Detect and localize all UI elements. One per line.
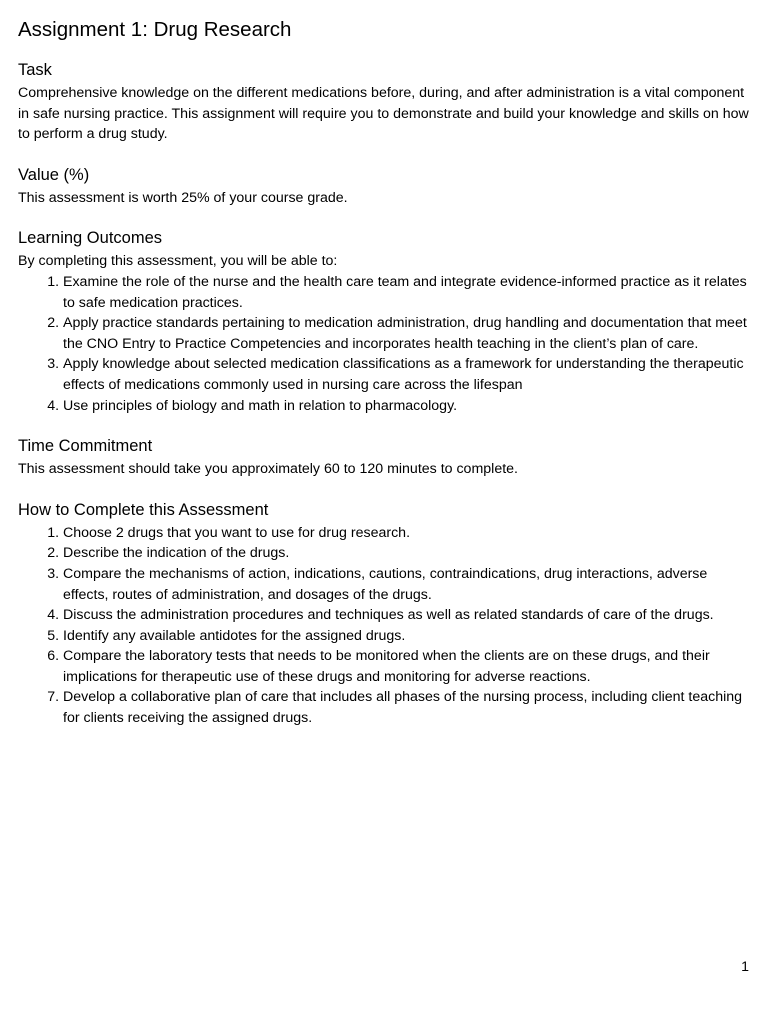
page-number: 1: [741, 959, 749, 975]
learning-outcomes-intro: By completing this assessment, you will be able to:: [18, 253, 338, 270]
time-commitment-body: This assessment should take you approximately 60 to 120 minutes to complete.: [18, 461, 518, 478]
list-item: 6. Compare the laboratory tests that needs to be monitored when the clients are on these drugs, and their implications for therapeutic use of these drugs and monitoring for adverse reactions.: [63, 646, 754, 687]
value-section: [18, 165, 754, 209]
how-to-complete-list: [18, 523, 754, 729]
list-item: 2. Apply practice standards pertaining to medication administration, drug handling and documentation that meet the CNO Entry to Practice Competencies and incorporates health teaching in the client’s plan of care.: [63, 313, 754, 354]
task-body: Comprehensive knowledge on the different medications before, during, and after administration is a vital component in safe nursing practice. This assignment will require you to demonstrate and build your knowledge and skills on how to perform a drug study.: [18, 85, 749, 143]
learning-outcomes-list: [18, 272, 754, 416]
list-item: 1. Examine the role of the nurse and the health care team and integrate evidence-informed practice as it relates to safe medication practices.: [63, 272, 754, 313]
page-title: Assignment 1: Drug Research: [18, 18, 292, 41]
time-commitment-section: [18, 436, 754, 480]
value-body: This assessment is worth 25% of your course grade.: [18, 189, 348, 206]
list-item: 7. Develop a collaborative plan of care that includes all phases of the nursing process, including client teaching for clients receiving the assigned drugs.: [63, 687, 754, 728]
list-item: 3. Compare the mechanisms of action, indications, cautions, contraindications, drug interactions, adverse effects, routes of administration, and dosages of the drugs.: [63, 564, 754, 605]
list-item: 5. Identify any available antidotes for the assigned drugs.: [63, 626, 754, 647]
how-to-complete-section: [18, 500, 754, 729]
value-heading: Value (%): [18, 165, 90, 184]
task-section: [18, 60, 754, 145]
learning-outcomes-section: [18, 228, 754, 416]
learning-outcomes-heading: Learning Outcomes: [18, 229, 162, 248]
list-item: 3. Apply knowledge about selected medication classifications as a framework for understanding the therapeutic effects of medications commonly used in nursing care across the lifespan: [63, 354, 754, 395]
how-to-complete-heading: How to Complete this Assessment: [18, 500, 269, 519]
task-heading: Task: [18, 61, 52, 79]
list-item: 1. Choose 2 drugs that you want to use for drug research.: [63, 523, 754, 544]
document-page: [18, 16, 754, 749]
list-item: 2. Describe the indication of the drugs.: [63, 543, 754, 564]
list-item: 4. Use principles of biology and math in relation to pharmacology.: [63, 396, 754, 417]
time-commitment-heading: Time Commitment: [18, 437, 153, 456]
list-item: 4. Discuss the administration procedures and techniques as well as related standards of care of the drugs.: [63, 605, 754, 626]
